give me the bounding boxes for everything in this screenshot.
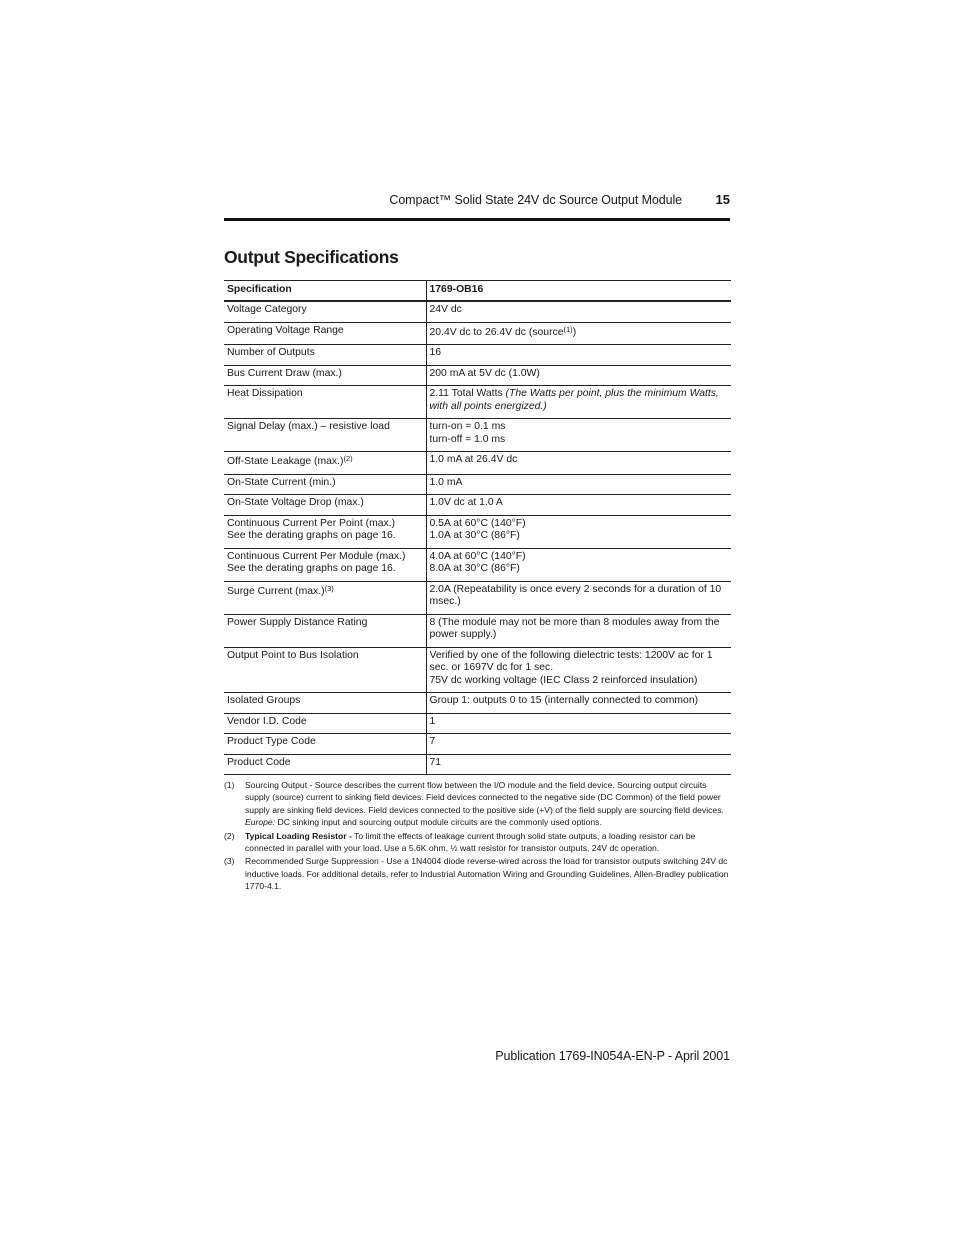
value-cell: 200 mA at 5V dc (1.0W)	[426, 365, 731, 386]
spec-text: Surge Current (max.)	[227, 585, 325, 597]
page-number: 15	[715, 192, 730, 207]
table-row	[224, 474, 731, 495]
footnote-1	[224, 779, 731, 829]
footnote-ref: (3)	[324, 583, 334, 593]
section-title: Output Specifications	[224, 247, 399, 267]
value-cell	[426, 322, 731, 345]
table-row	[224, 734, 731, 755]
value-text: 2.11 Total Watts	[429, 388, 506, 399]
spec-text: Off-State Leakage (max.)	[227, 456, 344, 467]
spec-cell: Vendor I.D. Code	[224, 713, 426, 734]
value-cell: 4.0A at 60°C (140°F) 8.0A at 30°C (86°F)	[426, 548, 731, 581]
table-row	[224, 548, 731, 581]
value-cell: 71	[426, 754, 731, 775]
footnote-3	[224, 855, 731, 892]
footnote-number: (1)	[224, 780, 235, 790]
spec-cell: Operating Voltage Range	[224, 322, 426, 345]
table-row	[224, 647, 731, 693]
value-cell: Verified by one of the following dielectric tests: 1200V ac for 1 sec. or 1697V dc for 1 sec. 75V dc working voltage (IEC Class 2 reinforced insulation)	[426, 647, 731, 693]
footnotes	[224, 779, 731, 894]
table-row	[224, 693, 731, 714]
spec-cell: Signal Delay (max.) – resistive load	[224, 419, 426, 452]
table-row	[224, 419, 731, 452]
footnote-text	[245, 779, 731, 829]
table-row	[224, 452, 731, 475]
table-row	[224, 581, 731, 614]
value-cell: 16	[426, 345, 731, 366]
table-row	[224, 301, 731, 322]
table-row	[224, 713, 731, 734]
value-cell: 1.0 mA	[426, 474, 731, 495]
spec-cell: Continuous Current Per Point (max.) See the derating graphs on page 16.	[224, 515, 426, 548]
value-cell: Group 1: outputs 0 to 15 (internally connected to common)	[426, 693, 731, 714]
value-cell: 8 (The module may not be more than 8 modules away from the power supply.)	[426, 614, 731, 647]
footnote-body: Sourcing Output - Source describes the current flow between the I/O module and the field device. Sourcing output circuits supply (source) current to sinking field devices. Field devices connected to the negative side (DC Common) of the field power supply are sinking field devices. Field devices connected to the positive side (+V) of the field supply are sourcing field devices.	[245, 780, 724, 815]
value-note: (The Watts per point, plus the minimum Watts, with all points energized.)	[429, 388, 719, 412]
value-cell: 1.0V dc at 1.0 A	[426, 495, 731, 516]
spec-cell: Power Supply Distance Rating	[224, 614, 426, 647]
value-cell	[426, 386, 731, 419]
page-header	[224, 192, 730, 221]
column-header-model: 1769-OB16	[426, 281, 731, 302]
header-title: Compact™ Solid State 24V dc Source Output Module	[389, 193, 682, 207]
value-cell: 0.5A at 60°C (140°F) 1.0A at 30°C (86°F)	[426, 515, 731, 548]
value-cell: 7	[426, 734, 731, 755]
spec-cell: On-State Current (min.)	[224, 474, 426, 495]
table-row	[224, 345, 731, 366]
table-row	[224, 495, 731, 516]
value-text: 20.4V dc to 26.4V dc (source	[429, 326, 564, 338]
spec-cell	[224, 581, 426, 614]
table-row	[224, 754, 731, 775]
footnote-text	[245, 830, 731, 855]
footnote-number: (2)	[224, 830, 235, 841]
footnote-body: Recommended Surge Suppression - Use a 1N4004 diode reverse-wired across the load for transistor outputs switching 24V dc inductive loads. For additional details, refer to Industrial Automation Wiring and Grounding Guidelines, Allen-Bradley publication 1770-4.1.	[245, 856, 729, 892]
publication-footer: Publication 1769-IN054A-EN-P - April 2001	[495, 1049, 730, 1063]
spec-cell: Voltage Category	[224, 301, 426, 322]
spec-cell: Output Point to Bus Isolation	[224, 647, 426, 693]
column-header-specification: Specification	[224, 281, 426, 302]
spec-cell: Number of Outputs	[224, 345, 426, 366]
footnote-emphasis: Europe:	[245, 817, 276, 828]
footnote-text	[245, 855, 731, 892]
spec-cell: Heat Dissipation	[224, 386, 426, 419]
footnote-heading: Typical Loading Resistor -	[245, 830, 352, 841]
table-row	[224, 515, 731, 548]
table-header-row	[224, 281, 731, 302]
footnote-body-after: DC sinking input and sourcing output module circuits are the commonly used options.	[275, 817, 602, 828]
value-text-after: )	[572, 326, 577, 338]
table-row	[224, 386, 731, 419]
value-cell: 24V dc	[426, 301, 731, 322]
spec-cell: Product Code	[224, 754, 426, 775]
spec-cell: Continuous Current Per Module (max.) See the derating graphs on page 16.	[224, 548, 426, 581]
table-row	[224, 614, 731, 647]
spec-cell	[224, 452, 426, 475]
value-cell: 2.0A (Repeatability is once every 2 seconds for a duration of 10 msec.)	[426, 581, 731, 614]
footnote-body: To limit the effects of leakage current through solid state outputs, a loading resistor can be connected in parallel with your load. Use a 5.6K ohm, ½ watt resistor for transistor outputs, 24V dc operation.	[245, 830, 696, 854]
spec-cell: Product Type Code	[224, 734, 426, 755]
footnote-ref: (2)	[343, 454, 353, 463]
value-cell: 1.0 mA at 26.4V dc	[426, 452, 731, 475]
value-cell: turn-on = 0.1 ms turn-off = 1.0 ms	[426, 419, 731, 452]
spec-cell: Bus Current Draw (max.)	[224, 365, 426, 386]
table-row	[224, 365, 731, 386]
specifications-table	[224, 280, 731, 775]
table-row	[224, 322, 731, 345]
footnote-2	[224, 830, 731, 855]
spec-cell: Isolated Groups	[224, 693, 426, 714]
value-cell: 1	[426, 713, 731, 734]
footnote-ref: (1)	[563, 324, 573, 334]
footnote-number: (3)	[224, 856, 235, 867]
spec-cell: On-State Voltage Drop (max.)	[224, 495, 426, 516]
